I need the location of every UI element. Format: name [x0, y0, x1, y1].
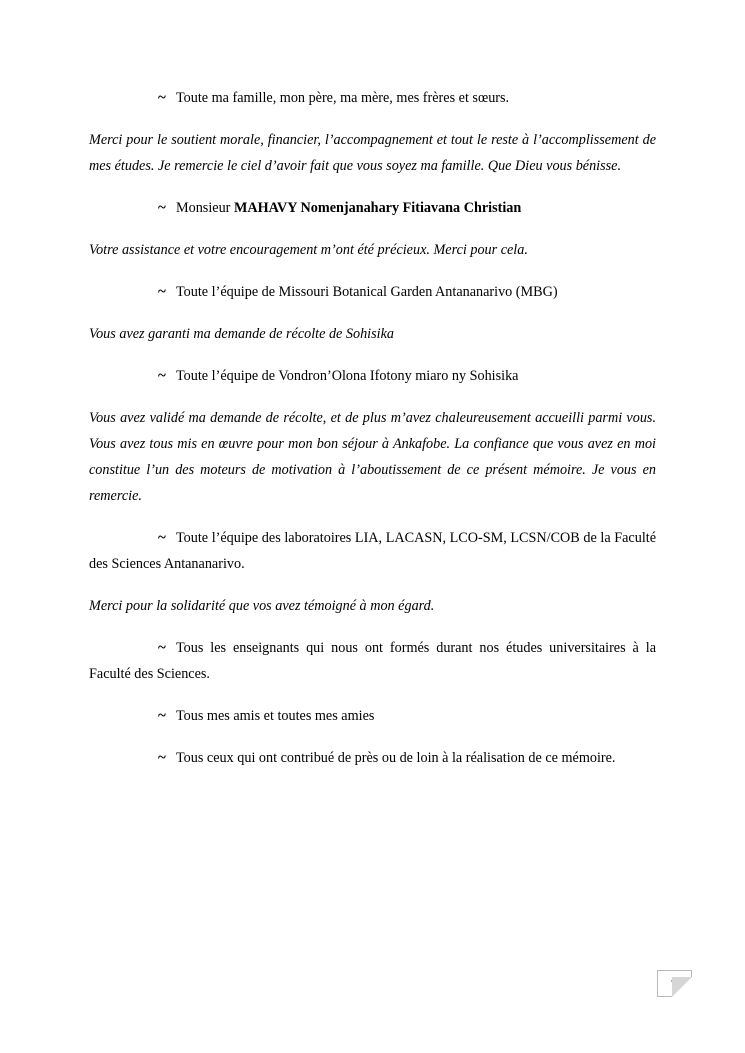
bullet-item-teachers	[89, 635, 656, 687]
thanks-message: Merci pour le soutient morale, financier, l’accompagnement et tout le reste à l’accomplissement de mes études. Je remercie le ciel d’avoir fait que vous soyez ma famille. Que Dieu vous bénisse.	[89, 132, 656, 174]
tilde-bullet-icon: ~	[158, 284, 166, 300]
bullet-item-laboratories	[89, 525, 656, 577]
thanks-message: Vous avez validé ma demande de récolte, et de plus m’avez chaleureusement accueilli parmi vous. Vous avez tous mis en œuvre pour mon bon séjour à Ankafobe. La confiance que vous avez en moi constitue l’un des moteurs de motivation à l’aboutissement de ce présent mémoire. Je vous en remercie.	[89, 410, 656, 504]
acknowledgements-body	[89, 85, 656, 771]
tilde-bullet-icon: ~	[158, 708, 166, 724]
bullet-item-vondron-olona	[89, 363, 656, 389]
page-number: vi	[670, 977, 678, 987]
tilde-bullet-icon: ~	[158, 368, 166, 384]
bullet-text-prefix: Monsieur	[176, 200, 234, 216]
thanks-message: Vous avez garanti ma demande de récolte de Sohisika	[89, 326, 394, 342]
bullet-text: Tous les enseignants qui nous ont formés durant nos études universitaires à la Faculté des Sciences.	[89, 640, 656, 682]
bullet-item-contributors	[89, 745, 656, 771]
tilde-bullet-icon: ~	[158, 200, 166, 216]
tilde-bullet-icon: ~	[158, 530, 166, 546]
bullet-text: Tous ceux qui ont contribué de près ou de loin à la réalisation de ce mémoire.	[176, 750, 616, 766]
bullet-item-mbg	[89, 279, 656, 305]
tilde-bullet-icon: ~	[158, 750, 166, 766]
bullet-text: Toute l’équipe de Missouri Botanical Garden Antananarivo (MBG)	[176, 284, 558, 300]
bullet-text: Tous mes amis et toutes mes amies	[176, 708, 375, 724]
tilde-bullet-icon: ~	[158, 640, 166, 656]
bullet-text: Toute l’équipe de Vondron’Olona Ifotony miaro ny Sohisika	[176, 368, 519, 384]
page-number-box	[657, 970, 692, 997]
thanks-message: Votre assistance et votre encouragement m’ont été précieux. Merci pour cela.	[89, 242, 528, 258]
bullet-item-family	[89, 85, 656, 111]
page-curl-icon	[672, 977, 692, 997]
bullet-item-mahavy	[89, 195, 656, 221]
bullet-text: Toute l’équipe des laboratoires LIA, LACASN, LCO-SM, LCSN/COB de la Faculté des Sciences Antananarivo.	[89, 530, 656, 572]
tilde-bullet-icon: ~	[158, 90, 166, 106]
thanks-message: Merci pour la solidarité que vos avez témoigné à mon égard.	[89, 598, 435, 614]
bullet-text: Toute ma famille, mon père, ma mère, mes frères et sœurs.	[176, 90, 510, 106]
bullet-item-friends	[89, 703, 656, 729]
bullet-text-name: MAHAVY Nomenjanahary Fitiavana Christian	[233, 200, 522, 216]
